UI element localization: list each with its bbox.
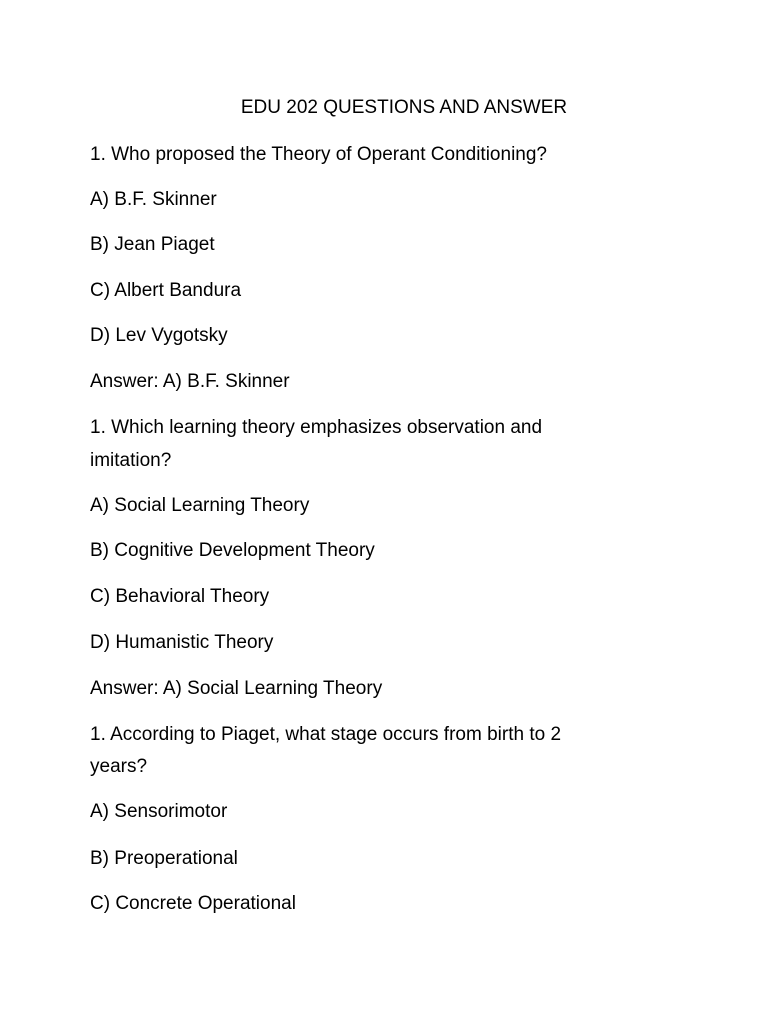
question-text-line-2: years?: [90, 756, 148, 777]
answer-option: A) Social Learning Theory: [90, 495, 310, 516]
answer-option: B) Jean Piaget: [90, 234, 215, 255]
answer-option: C) Concrete Operational: [90, 893, 296, 914]
answer-option: A) Sensorimotor: [90, 801, 228, 822]
answer-key: Answer: A) Social Learning Theory: [90, 678, 383, 699]
answer-option: D) Humanistic Theory: [90, 632, 274, 653]
question-text-line-1: 1. Which learning theory emphasizes observation and: [90, 417, 543, 438]
answer-key: Answer: A) B.F. Skinner: [90, 371, 290, 392]
question-text-line-1: 1. According to Piaget, what stage occurs from birth to 2: [90, 724, 562, 745]
answer-option: B) Preoperational: [90, 848, 238, 869]
document-title: EDU 202 QUESTIONS AND ANSWER: [240, 97, 568, 118]
answer-option: A) B.F. Skinner: [90, 189, 217, 210]
answer-option: C) Albert Bandura: [90, 280, 242, 301]
answer-option: D) Lev Vygotsky: [90, 325, 228, 346]
question-text-line-2: imitation?: [90, 450, 172, 471]
question-text: 1. Who proposed the Theory of Operant Conditioning?: [90, 144, 547, 165]
answer-option: B) Cognitive Development Theory: [90, 540, 375, 561]
answer-option: C) Behavioral Theory: [90, 586, 270, 607]
